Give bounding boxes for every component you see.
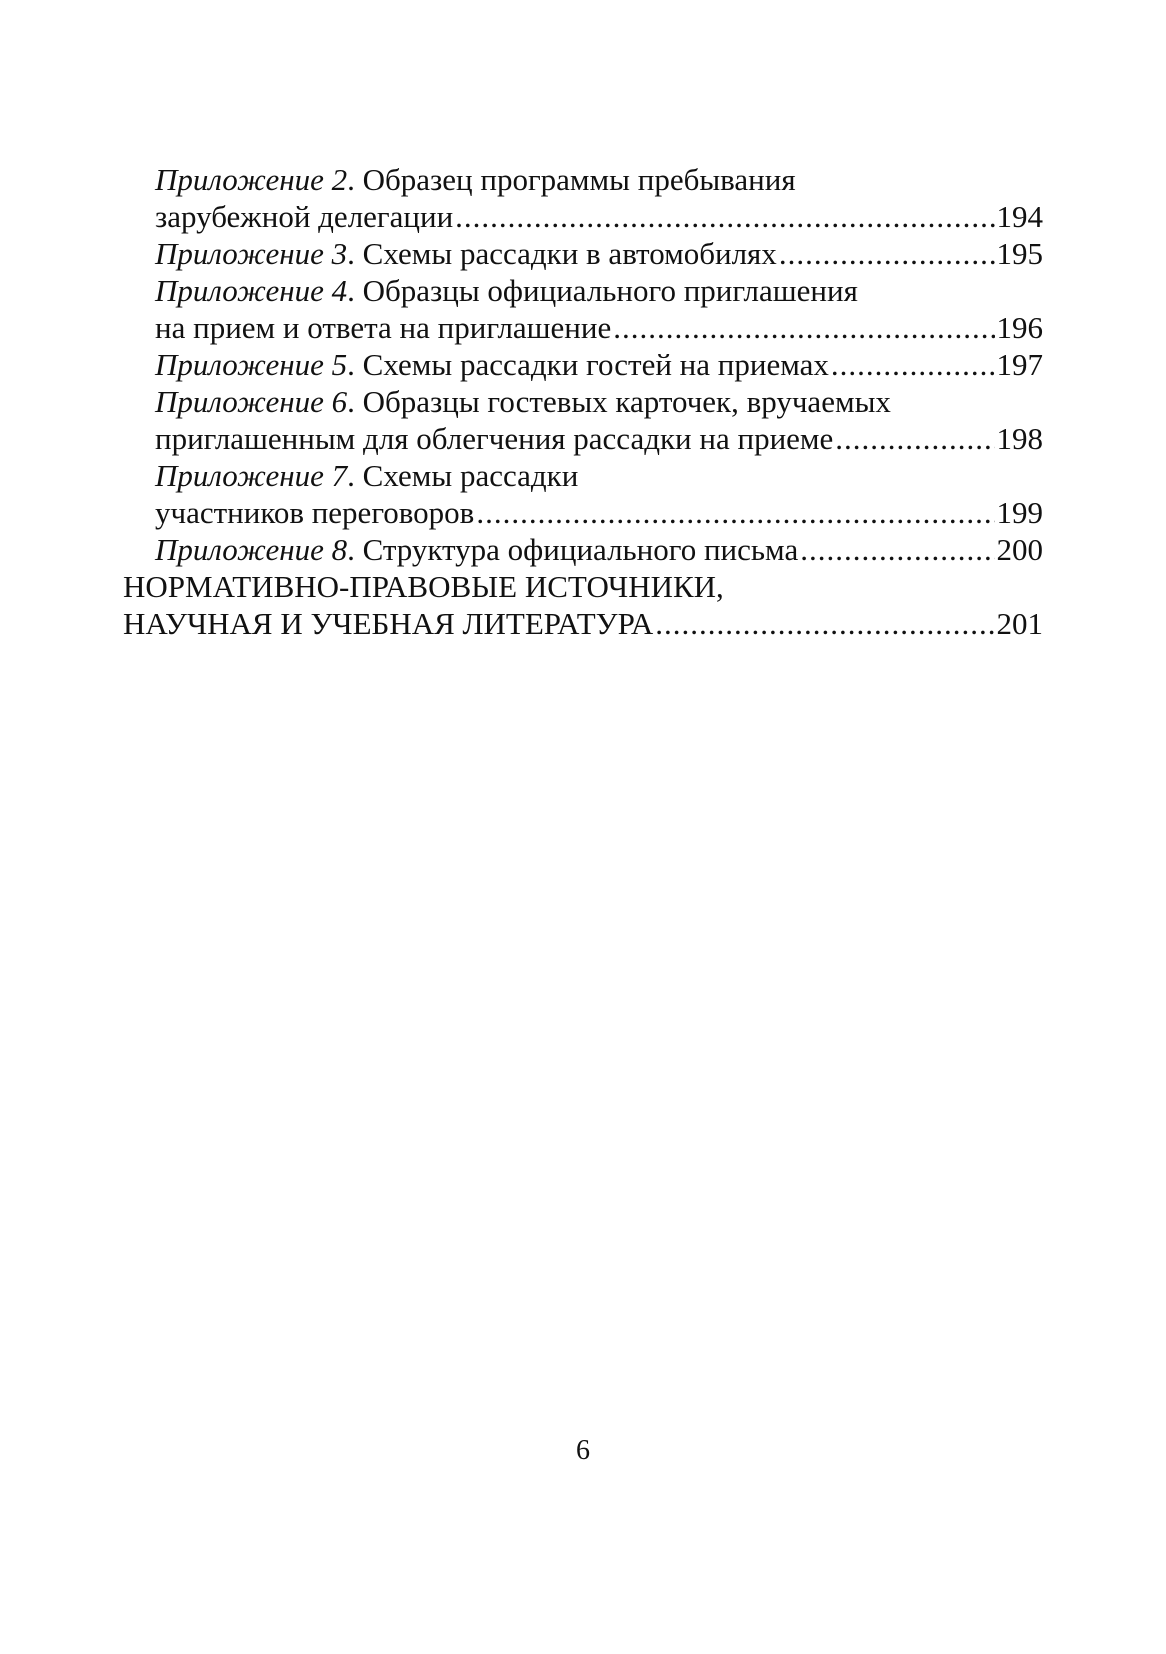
toc-label: Приложение 3: [155, 236, 348, 271]
toc-entry-appendix-6-line-2[interactable]: [155, 420, 1043, 457]
toc-title: . Образец программы пребывания: [347, 162, 796, 197]
toc-title-continued: участников переговоров: [155, 495, 475, 530]
dot-leader: [476, 494, 994, 531]
toc-page-number: 197: [996, 347, 1043, 382]
dot-leader: [831, 346, 995, 383]
toc-label: Приложение 8: [155, 532, 348, 567]
toc-page-number: 194: [996, 199, 1043, 234]
dot-leader: [455, 198, 994, 235]
toc-entry-appendix-4-line-1: [155, 272, 1043, 309]
toc-entry-appendix-2-line-2[interactable]: [155, 198, 1043, 235]
toc-entry-appendix-5[interactable]: [155, 346, 1043, 383]
toc-title: . Схемы рассадки гостей на приемах: [347, 347, 829, 382]
toc-entry-references-line-1: [123, 568, 1043, 605]
toc-label: Приложение 6: [155, 384, 348, 419]
toc-entry-appendix-7-line-1: [155, 457, 1043, 494]
toc-entry-appendix-4-line-2[interactable]: [155, 309, 1043, 346]
toc-title-continued: на прием и ответа на приглашение: [155, 310, 612, 345]
toc-title: . Образцы гостевых карточек, вручаемых: [347, 384, 891, 419]
toc-page-number: 200: [996, 532, 1043, 567]
toc-entry-appendix-7-line-2[interactable]: [155, 494, 1043, 531]
toc-title-continued: зарубежной делегации: [155, 199, 454, 234]
toc-page-number: 196: [996, 310, 1043, 345]
dot-leader: [800, 531, 994, 568]
toc-page-number: 199: [996, 495, 1043, 530]
table-of-contents: [0, 161, 1166, 642]
dot-leader: [613, 309, 994, 346]
page-number: 6: [576, 1435, 590, 1466]
toc-label: Приложение 7: [155, 458, 348, 493]
toc-page-number: 201: [996, 606, 1043, 641]
toc-entry-appendix-6-line-1: [155, 383, 1043, 420]
toc-entry-appendix-8[interactable]: [155, 531, 1043, 568]
dot-leader: [779, 235, 995, 272]
toc-entry-appendix-2-line-1: [155, 161, 1043, 198]
dot-leader: [655, 605, 994, 642]
toc-entry-references-line-2[interactable]: [123, 605, 1043, 642]
toc-title: . Схемы рассадки в автомобилях: [347, 236, 777, 271]
toc-page-number: 195: [996, 236, 1043, 271]
toc-page-number: 198: [996, 421, 1043, 456]
toc-label: Приложение 5: [155, 347, 348, 382]
toc-label: Приложение 4: [155, 273, 348, 308]
toc-label: Приложение 2: [155, 162, 348, 197]
toc-title: . Схемы рассадки: [347, 458, 579, 493]
toc-title: . Структура официального письма: [347, 532, 799, 567]
toc-section-title: НОРМАТИВНО-ПРАВОВЫЕ ИСТОЧНИКИ,: [123, 569, 724, 604]
dot-leader: [835, 420, 994, 457]
toc-title: . Образцы официального приглашения: [347, 273, 858, 308]
toc-title-continued: приглашенным для облегчения рассадки на приеме: [155, 421, 834, 456]
toc-section-title-continued: НАУЧНАЯ И УЧЕБНАЯ ЛИТЕРАТУРА: [123, 606, 654, 641]
toc-entry-appendix-3[interactable]: [155, 235, 1043, 272]
